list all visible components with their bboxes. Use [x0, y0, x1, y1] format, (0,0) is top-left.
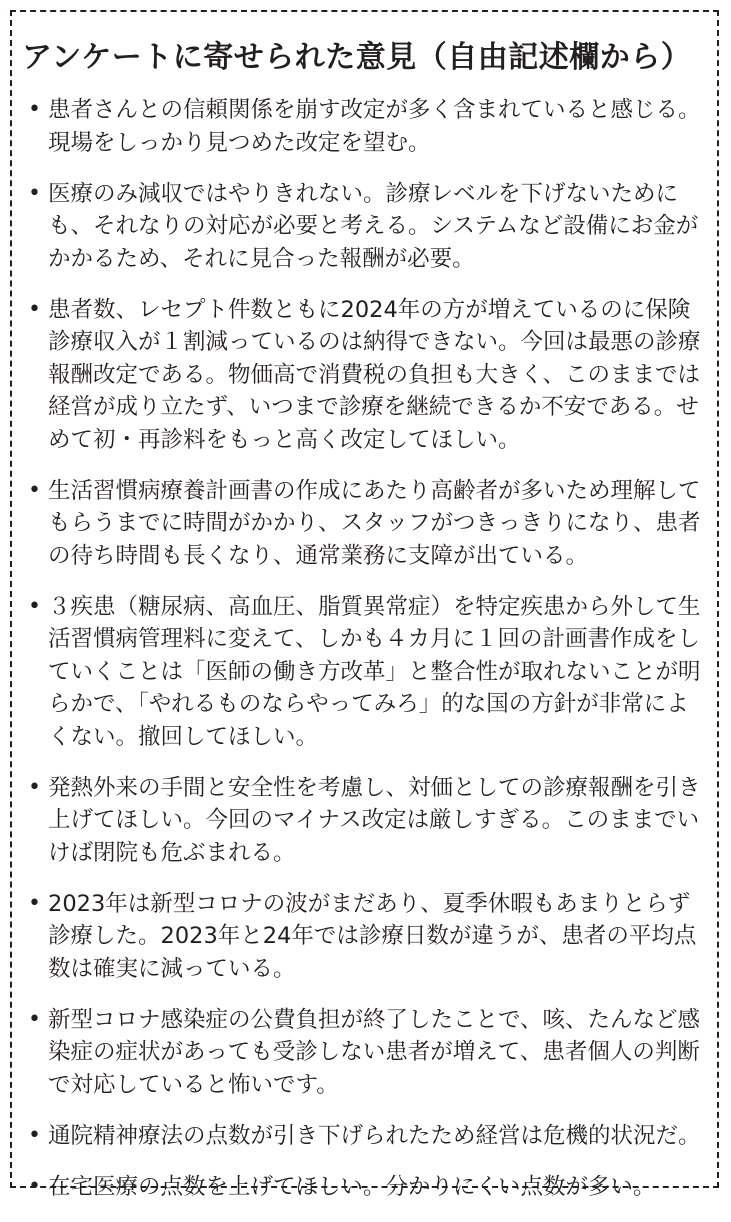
list-item-text: 発熱外来の手間と安全性を考慮し、対価としての診療報酬を引き上げてほしい。今回のマイナス改定は厳しすぎる。このままでいけば閉院も危ぶまれる。: [48, 774, 701, 866]
list-item: [26, 591, 710, 754]
list-item: [26, 1004, 710, 1102]
bullet-icon: •: [28, 477, 41, 503]
bullet-icon: •: [28, 1122, 41, 1148]
list-item: [26, 94, 710, 159]
list-item-text: 患者数、レセプト件数ともに2024年の方が増えているのに保険診療収入が１割減っているのは納得できない。今回は最悪の診療報酬改定である。物価高で消費税の負担も大きく、このままでは経営が成り立たず、いつまで診療を継続できるか不安である。せめて初・再診料をもっと高く改定してほしい。: [48, 296, 701, 453]
list-item: [26, 1120, 710, 1153]
bullet-icon: •: [28, 296, 41, 322]
bullet-icon: •: [28, 774, 41, 800]
list-item: [26, 475, 710, 573]
list-item-text: 2023年は新型コロナの波がまだあり、夏季休暇もあまりとらず診療した。2023年と24年では診療日数が違うが、患者の平均点数は確実に減っている。: [48, 890, 697, 982]
list-item-text: 医療のみ減収ではやりきれない。診療レベルを下げないためにも、それなりの対応が必要と考える。システムなど設備にお金がかかるため、それに見合った報酬が必要。: [48, 180, 699, 272]
list-item: [26, 772, 710, 870]
list-item: [26, 888, 710, 986]
bullet-icon: •: [28, 97, 41, 122]
list-item-text: 生活習慣病療養計画書の作成にあたり高齢者が多いため理解してもらうまでに時間がかかり、スタッフがつきっきりになり、患者の待ち時間も長くなり、通常業務に支障が出ている。: [48, 477, 701, 569]
list-item-text: 患者さんとの信頼関係を崩す改定が多く含まれていると感じる。現場をしっかり見つめた改定を望む。: [48, 97, 701, 156]
list-item: [26, 294, 710, 457]
list-item-text: 在宅医療の点数を上げてほしい。分かりにくい点数が多い。: [48, 1173, 656, 1200]
opinion-list: [26, 94, 710, 1222]
list-item-text: ３疾患（糖尿病、高血圧、脂質異常症）を特定疾患から外して生活習慣病管理料に変えて、しかも４カ月に１回の計画書作成をしていくことは「医師の働き方改革」と整合性が取れないことが明らかで、「やれるものならやってみろ」的な国の方針が非常によくない。撤回してほしい。: [48, 593, 701, 750]
bullet-icon: •: [28, 593, 41, 619]
bullet-icon: •: [28, 1173, 41, 1199]
bullet-icon: •: [28, 180, 41, 206]
page-title: アンケートに寄せられた意見（自由記述欄から）: [22, 40, 692, 75]
list-item-text: 通院精神療法の点数が引き下げられたため経営は危機的状況だ。: [48, 1122, 701, 1149]
list-item-text: 新型コロナ感染症の公費負担が終了したことで、咳、たんなど感染症の症状があっても受診しない患者が増えて、患者個人の判断で対応していると怖いです。: [48, 1006, 701, 1098]
list-item: [26, 1171, 710, 1204]
bullet-icon: •: [28, 890, 41, 916]
list-item: [26, 178, 710, 276]
bullet-icon: •: [28, 1006, 41, 1032]
